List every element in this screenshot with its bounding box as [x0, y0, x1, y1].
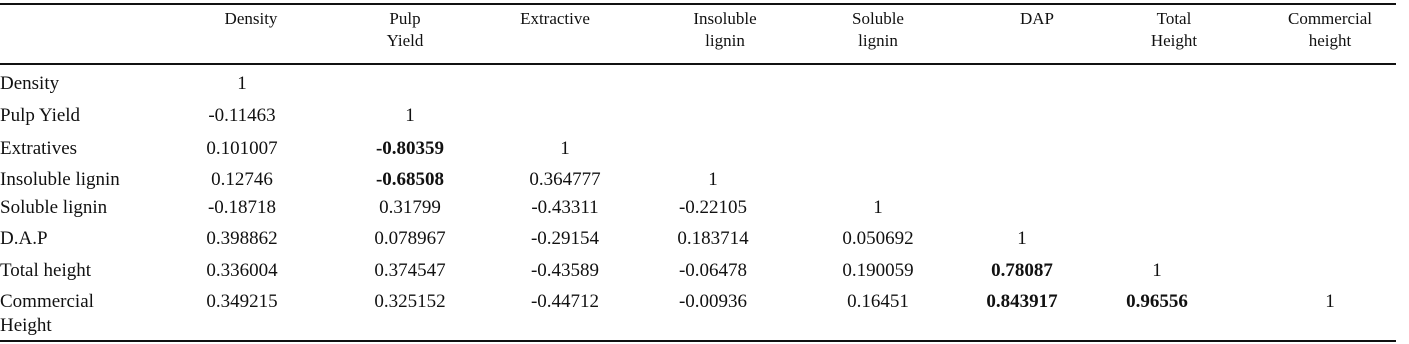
table-header-rule: [0, 63, 1396, 65]
row-label: Insoluble lignin: [0, 169, 120, 190]
row-label: Density: [0, 73, 60, 94]
column-header: Extractive: [520, 9, 590, 28]
table-cell: 1: [405, 105, 415, 126]
column-header: Insoluble lignin: [693, 9, 757, 50]
table-cell: 0.398862: [206, 228, 278, 249]
table-cell: -0.43311: [531, 197, 599, 218]
table-cell: -0.18718: [207, 197, 277, 218]
table-cell: 1: [560, 138, 570, 159]
table-cell: 0.96556: [1126, 291, 1188, 312]
table-cell: 1: [1325, 291, 1335, 312]
table-top-rule: [0, 3, 1396, 5]
table-cell: 0.078967: [374, 228, 446, 249]
table-cell: 1: [1017, 228, 1027, 249]
table-cell: 1: [708, 169, 718, 190]
table-cell: 0.349215: [206, 291, 278, 312]
table-cell: 0.843917: [986, 291, 1058, 312]
table-cell: 0.374547: [374, 260, 446, 281]
table-cell: 0.31799: [379, 197, 441, 218]
table-cell: 0.190059: [842, 260, 914, 281]
column-header: Commercial height: [1287, 9, 1373, 50]
table-cell: 0.16451: [847, 291, 909, 312]
table-cell: 1: [237, 73, 247, 94]
table-cell: 0.12746: [211, 169, 273, 190]
column-header: Pulp Yield: [386, 9, 424, 50]
table-cell: 1: [1152, 260, 1162, 281]
row-label: Soluble lignin: [0, 197, 108, 218]
column-header: DAP: [1019, 9, 1054, 28]
row-label: D.A.P: [0, 228, 48, 249]
column-header: Density: [224, 9, 278, 28]
table-cell: 0.183714: [677, 228, 749, 249]
table-cell: 0.364777: [529, 169, 601, 190]
row-label: Total height: [0, 260, 92, 281]
table-cell: -0.11463: [208, 105, 276, 126]
table-cell: -0.22105: [678, 197, 748, 218]
table-cell: 0.050692: [842, 228, 914, 249]
table-cell: -0.80359: [375, 138, 445, 159]
table-cell: -0.44712: [530, 291, 600, 312]
table-cell: 1: [873, 197, 883, 218]
row-label: Commercial Height: [0, 291, 94, 336]
table-cell: -0.29154: [530, 228, 600, 249]
table-cell: -0.68508: [375, 169, 445, 190]
table-cell: 0.78087: [991, 260, 1053, 281]
table-cell: -0.00936: [678, 291, 748, 312]
table-cell: 0.101007: [206, 138, 278, 159]
table-cell: -0.43589: [530, 260, 600, 281]
table-cell: 0.325152: [374, 291, 446, 312]
row-label: Pulp Yield: [0, 105, 81, 126]
table-cell: -0.06478: [678, 260, 748, 281]
row-label: Extratives: [0, 138, 78, 159]
column-header: Total Height: [1150, 9, 1198, 50]
table-bottom-rule: [0, 340, 1396, 342]
column-header: Soluble lignin: [852, 9, 904, 50]
table-cell: 0.336004: [206, 260, 278, 281]
